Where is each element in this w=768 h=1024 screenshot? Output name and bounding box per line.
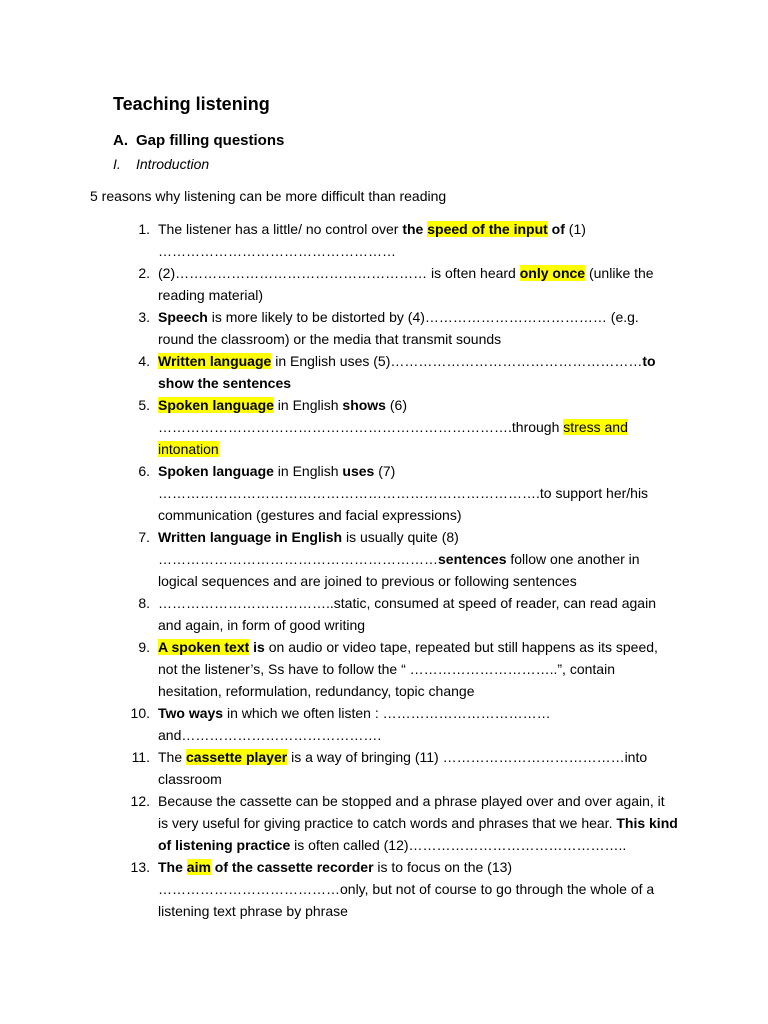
text-segment: is bbox=[249, 639, 265, 655]
highlighted-text: speed of the input bbox=[427, 221, 548, 237]
question-list bbox=[0, 218, 700, 922]
item-text bbox=[158, 218, 678, 262]
text-segment: is often called (12)……………………………………….. bbox=[290, 837, 627, 853]
list-item bbox=[0, 460, 700, 526]
subsection-number: I. bbox=[113, 156, 121, 172]
highlighted-text: stress and intonation bbox=[158, 419, 628, 457]
highlighted-text: A spoken text bbox=[158, 639, 250, 655]
text-segment: (2)……………………………………………… is often heard bbox=[158, 265, 520, 281]
section-number: A. bbox=[113, 132, 128, 149]
item-number: 2. bbox=[138, 265, 150, 281]
list-item bbox=[0, 394, 700, 460]
item-text bbox=[158, 526, 678, 592]
page-title: Teaching listening bbox=[113, 94, 270, 114]
item-text bbox=[158, 636, 678, 702]
text-segment: in which we often listen : ………………………………and……………………………………. bbox=[158, 705, 551, 743]
text-segment: sentences bbox=[438, 551, 507, 567]
item-text bbox=[158, 262, 678, 306]
text-segment: Speech bbox=[158, 309, 208, 325]
item-number: 10. bbox=[130, 705, 150, 721]
item-text bbox=[158, 856, 678, 922]
list-item bbox=[0, 350, 700, 394]
highlighted-text: Written language bbox=[158, 353, 272, 369]
item-text bbox=[158, 350, 678, 394]
text-segment: the bbox=[402, 221, 428, 237]
list-item bbox=[0, 218, 700, 262]
text-segment: of bbox=[547, 221, 565, 237]
text-segment: follow one another in logical sequences and are joined to previous or following sentences bbox=[158, 551, 640, 589]
text-segment: is usually quite (8) …………………………………………………… bbox=[158, 529, 459, 567]
list-item bbox=[0, 856, 700, 922]
text-segment: (6) ………………………………………………………………….through bbox=[158, 397, 564, 435]
item-number: 4. bbox=[138, 353, 150, 369]
list-item bbox=[0, 636, 700, 702]
item-text bbox=[158, 306, 678, 350]
item-text bbox=[158, 702, 678, 746]
item-number: 13. bbox=[130, 859, 150, 875]
text-segment: This kind of listening practice bbox=[158, 815, 678, 853]
text-segment: in English uses (5)……………………………………………… bbox=[271, 353, 643, 369]
list-item bbox=[0, 790, 700, 856]
item-text bbox=[158, 460, 678, 526]
item-text bbox=[158, 746, 678, 790]
subsection-label: Introduction bbox=[136, 156, 210, 172]
list-item bbox=[0, 746, 700, 790]
item-number: 6. bbox=[138, 463, 150, 479]
item-number: 3. bbox=[138, 309, 150, 325]
text-segment: ………………………………..static, consumed at speed of reader, can read again and again, in form of good writing bbox=[158, 595, 656, 633]
section-label: Gap filling questions bbox=[136, 132, 285, 149]
intro-text: 5 reasons why listening can be more difficult than reading bbox=[90, 188, 447, 204]
text-segment: in English bbox=[273, 397, 343, 413]
text-segment: The bbox=[158, 749, 187, 765]
text-segment: (7) ……………………………………………………………………….to support her/his communication (gestures and facial expressions) bbox=[158, 463, 649, 523]
text-segment: Spoken language bbox=[158, 463, 274, 479]
item-number: 9. bbox=[138, 639, 150, 655]
text-segment: (1) …………………………………………… bbox=[158, 221, 586, 259]
highlighted-text: aim bbox=[186, 859, 211, 875]
highlighted-text: cassette player bbox=[186, 749, 288, 765]
list-item bbox=[0, 526, 700, 592]
item-number: 7. bbox=[138, 529, 150, 545]
item-text bbox=[158, 592, 678, 636]
list-item bbox=[0, 702, 700, 746]
text-segment: in English bbox=[273, 463, 343, 479]
text-segment: on audio or video tape, repeated but still happens as its speed, not the listener’s, Ss have to follow the “ …………………………..”, contain hesitation, reformulation, redundancy, topic change bbox=[158, 639, 658, 699]
text-segment: Because the cassette can be stopped and a phrase played over and over again, it is very useful for giving practice to catch words and phrases that we hear. bbox=[158, 793, 665, 831]
text-segment: of the cassette recorder bbox=[210, 859, 374, 875]
text-segment: shows bbox=[342, 397, 386, 413]
text-segment: is more likely to be distorted by (4)………………………………… (e.g. round the classroom) or the media that transmit sounds bbox=[158, 309, 639, 347]
item-text bbox=[158, 394, 678, 460]
list-item bbox=[0, 592, 700, 636]
text-segment: uses bbox=[342, 463, 375, 479]
list-item bbox=[0, 306, 700, 350]
highlighted-text: Spoken language bbox=[158, 397, 274, 413]
text-segment: (unlike the reading material) bbox=[158, 265, 654, 303]
section-heading bbox=[113, 132, 284, 149]
item-number: 12. bbox=[130, 793, 150, 809]
item-number: 8. bbox=[138, 595, 150, 611]
item-text bbox=[158, 790, 678, 856]
text-segment: is to focus on the (13) …………………………………only, but not of course to go through the whole of a listening text phrase by phrase bbox=[158, 859, 655, 919]
text-segment: Written language in English bbox=[158, 529, 343, 545]
item-number: 1. bbox=[138, 221, 150, 237]
text-segment: Two ways bbox=[158, 705, 224, 721]
item-number: 11. bbox=[131, 749, 150, 765]
item-number: 5. bbox=[138, 397, 150, 413]
text-segment: The bbox=[158, 859, 187, 875]
list-item bbox=[0, 262, 700, 306]
text-segment: is a way of bringing (11) …………………………………into classroom bbox=[158, 749, 648, 787]
text-segment: to show the sentences bbox=[158, 353, 656, 391]
subsection-heading bbox=[113, 156, 209, 172]
text-segment: The listener has a little/ no control over bbox=[158, 221, 403, 237]
highlighted-text: only once bbox=[519, 265, 586, 281]
